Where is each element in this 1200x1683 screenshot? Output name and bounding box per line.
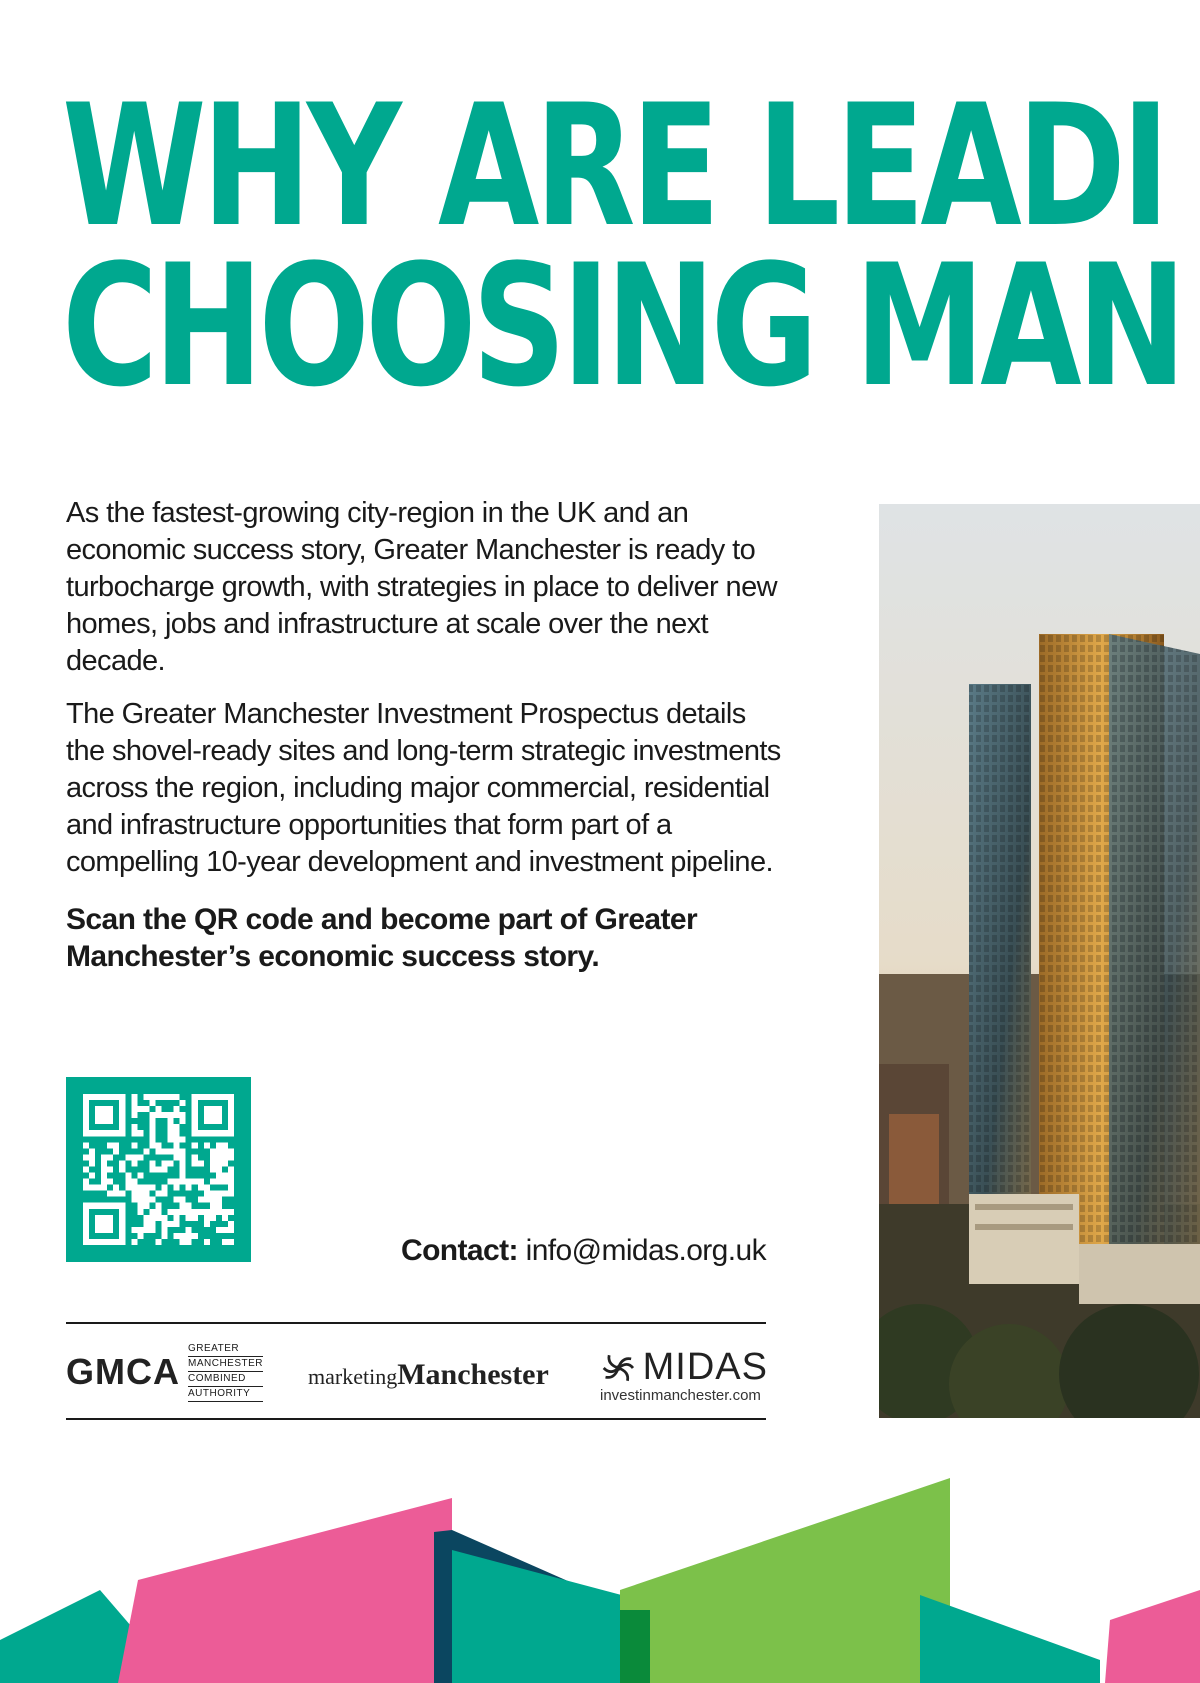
logo-divider-top [66, 1322, 766, 1324]
body-text [66, 495, 786, 975]
headline [62, 86, 1200, 416]
gmca-full-name [188, 1342, 263, 1402]
contact-line [400, 1234, 766, 1268]
contact-email[interactable]: info@midas.org.uk [525, 1234, 766, 1267]
call-to-action: Scan the QR code and become part of Greater Manchester’s economic success story. [66, 903, 698, 973]
logo-divider-bottom [66, 1418, 766, 1420]
qr-code-icon [83, 1094, 234, 1245]
manchester-word: Manchester [397, 1358, 549, 1391]
footer-decoration [0, 1470, 1200, 1683]
swirl-icon [600, 1349, 637, 1387]
midas-url: investinmanchester.com [600, 1387, 761, 1404]
gmca-line: GREATER [188, 1342, 263, 1357]
midas-logo [600, 1346, 768, 1404]
marketing-manchester-logo [308, 1358, 549, 1392]
gmca-line: MANCHESTER [188, 1357, 263, 1372]
qr-code[interactable] [66, 1077, 251, 1262]
intro-paragraph: As the fastest-growing city-region in the UK and an economic success story, Greater Manchester is ready to turbocharge growth, with strategies in place to deliver new homes, jobs and infrastructure at scale over the next decade. [66, 497, 777, 677]
gmca-logo [66, 1342, 263, 1402]
prospectus-paragraph: The Greater Manchester Investment Prospectus details the shovel-ready sites and long-term strategic investments across the region, including major commercial, residential and infrastructure opportunities that form part of a compelling 10-year development and investment pipeline. [66, 698, 781, 878]
gmca-line: AUTHORITY [188, 1387, 263, 1402]
headline-line-1: WHY ARE LEADI [62, 86, 1166, 264]
gmca-line: COMBINED [188, 1372, 263, 1387]
marketing-word: marketing [308, 1364, 398, 1389]
midas-name: MIDAS [642, 1346, 768, 1388]
gmca-abbr: GMCA [66, 1351, 180, 1392]
contact-label: Contact: [401, 1234, 518, 1267]
headline-line-2: CHOOSING MAN [62, 228, 1182, 416]
city-photo [879, 504, 1200, 1418]
